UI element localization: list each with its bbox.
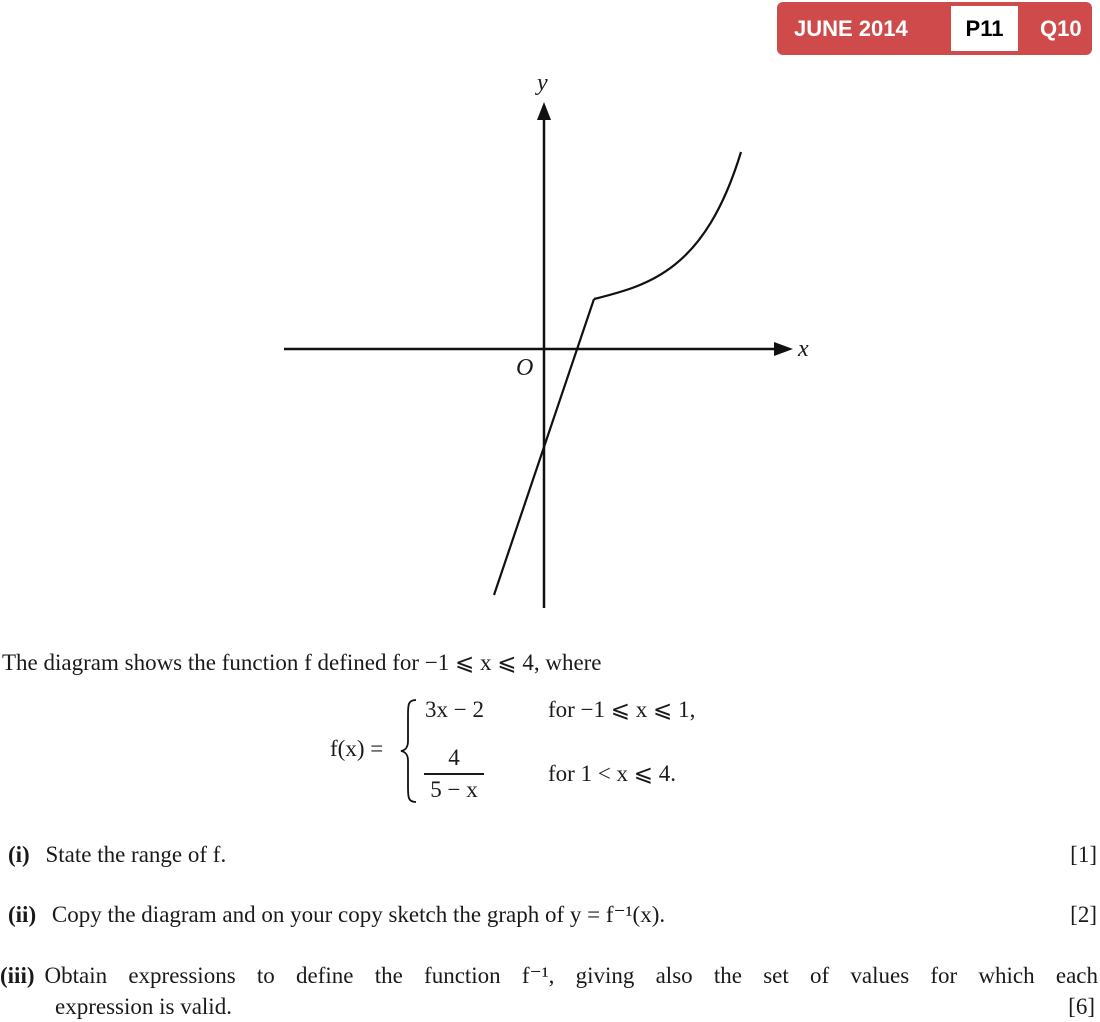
y-axis-label: y [537,70,548,96]
part-ii [8,902,665,928]
fraction-denominator: 5 − x [430,776,478,802]
part-iii-text-line1: Obtain expressions to define the function f⁻¹, giving also the set of values for which each [44,963,1098,988]
function-name: f(x) = [330,736,384,761]
paper-code: P11 [951,6,1018,51]
question-intro: The diagram shows the function f defined for −1 ⩽ x ⩽ 4, where [2,650,602,675]
origin-label: O [516,355,534,381]
piece2-condition: for 1 < x ⩽ 4. [548,761,677,786]
part-i-text: State the range of f. [45,842,227,867]
part-iii [0,960,1098,1022]
fraction-bar [424,773,484,775]
part-iii-label: (iii) [0,963,35,988]
piece1-condition: for −1 ⩽ x ⩽ 1, [548,697,696,722]
part-i-label: (i) [8,842,30,867]
exam-session: JUNE 2014 [794,15,908,41]
x-axis-label: x [798,336,809,362]
part-ii-text: Copy the diagram and on your copy sketch the graph of y = f⁻¹(x). [51,902,666,927]
part-ii-label: (ii) [8,902,37,927]
x-axis-arrowhead [774,342,793,356]
fraction-numerator: 4 [448,745,460,770]
part-iii-text-line2: expression is valid. [55,994,232,1019]
part-i-marks: [1] [1070,842,1097,867]
left-brace [398,697,420,805]
reciprocal-piece [594,152,741,299]
piece1-expression: 3x − 2 [425,697,484,722]
piece2-fraction [424,745,484,803]
y-axis-arrowhead [537,102,551,120]
question-number: Q10 [1040,15,1082,41]
part-ii-marks: [2] [1070,902,1097,927]
part-iii-marks: [6] [1068,994,1095,1019]
part-i [8,842,226,868]
